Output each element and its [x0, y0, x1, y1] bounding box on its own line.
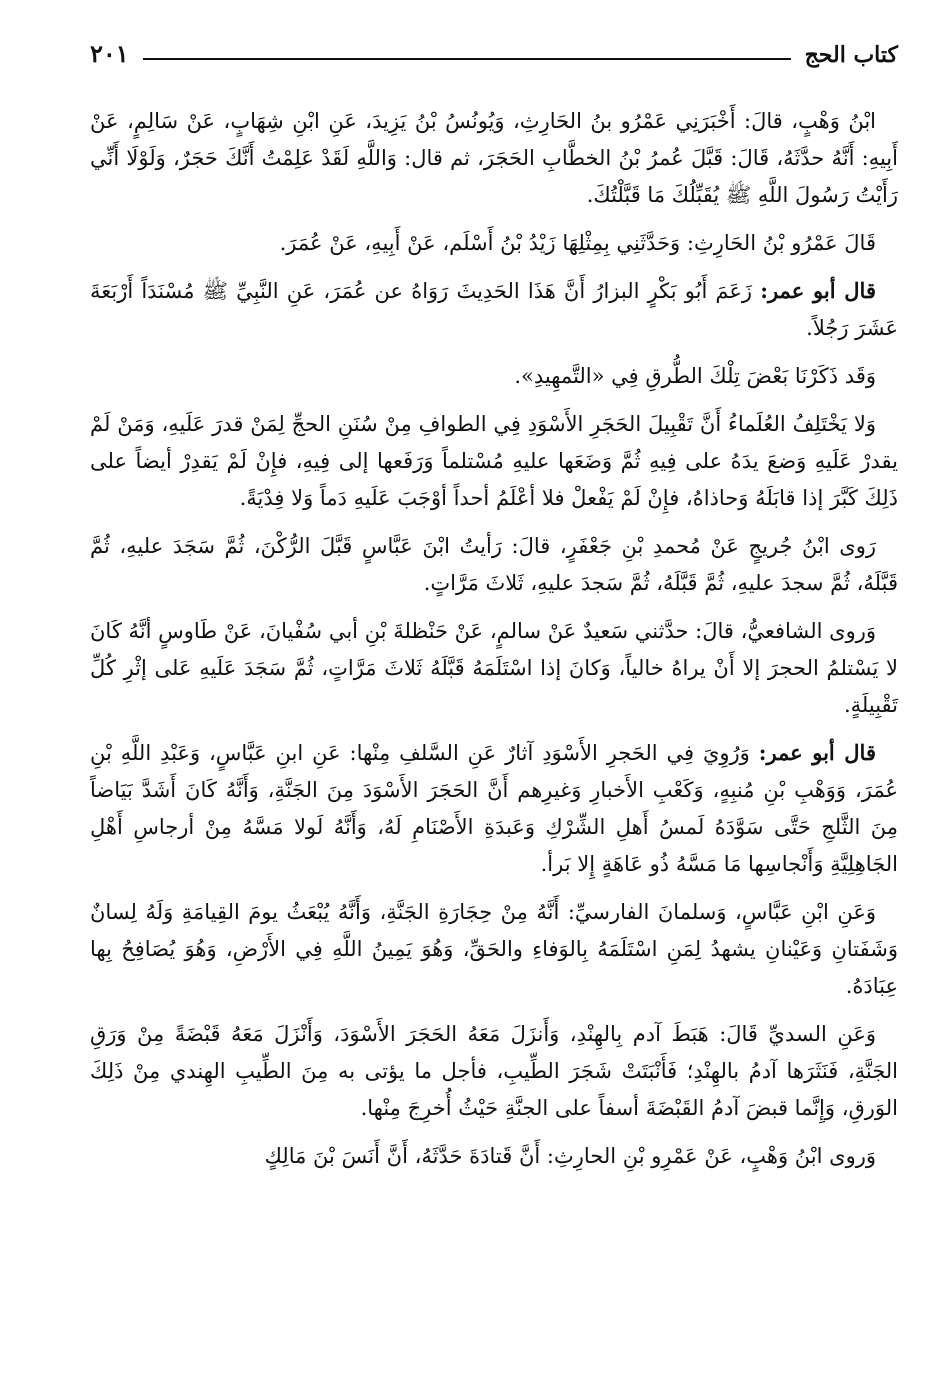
paragraph-text: وَقَد ذَكَرْنَا بَعْضَ تِلْكَ الطُّرقِ فِي «التَّمهِيدِ».	[514, 364, 876, 388]
paragraph-text: رَوى ابْنُ جُريجٍ عَنْ مُحمدِ بْنِ جَعْفَرٍ، قالَ: رَأيتُ ابْنَ عَبَّاسٍ قَبَّلَ الرُّكْنَ، ثُمَّ سَجَدَ عليهِ، ثُمَّ قَبَّلَهُ، ثُمَّ سجدَ عليهِ، ثُمَّ قَبَّلَهُ، ثُمَّ سَجدَ عليهِ، ثَلاثَ مَرَّاتٍ.	[90, 534, 898, 595]
paragraph	[90, 734, 898, 883]
paragraph-lead: قال أبو عمر:	[758, 740, 876, 765]
paragraph-text: وَلا يَخْتَلِفُ العُلَماءُ أَنَّ تَقْبِيلَ الحَجَرِ الأَسْوَدِ فِي الطوافِ مِنْ سُنَنِ الحجِّ لِمَنْ قدرَ عَلَيهِ، وَمَنْ لَمْ يقدرْ عَلَيهِ وَضعَ يدَهُ على فِيهِ ثُمَّ وَضَعَها عليهِ مُسْتلماً وَرَفَعها إلى فِيهِ، فإِنْ لَمْ يَقدِرْ أيضاً على ذَلِكَ كَبَّرَ إذا قابَلَهُ وَحاذاهُ، فإِنْ لَمْ يَفْعلْ فلا أعْلَمُ أحداً أوْجَبَ عَلَيهِ دَماً وَلا فِدْيَةً.	[90, 412, 898, 510]
paragraph	[90, 272, 898, 347]
chapter-title: كتاب الحج	[804, 42, 898, 68]
paragraph	[90, 1137, 898, 1175]
paragraph	[90, 527, 898, 602]
paragraph-lead: قال أبو عمر:	[760, 278, 876, 303]
paragraph	[90, 224, 898, 262]
body-text	[90, 102, 898, 1175]
paragraph	[90, 893, 898, 1005]
paragraph-text: وَروى الشافعيُّ، قالَ: حدَّثني سَعيدٌ عَنْ سالمٍ، عَنْ حَنْظلةَ بْنِ أبي سُفْيانَ، عَنْ طَاوسٍ أنَّهُ كَانَ لا يَسْتلمُ الحجرَ إلا أَنْ يراهُ خالياً، وَكانَ إذا اسْتَلَمَهُ قَبَّلَهُ ثَلاثَ مَرَّاتٍ، ثُمَّ سَجَدَ عَلَيهِ عَلى إثْرِ كُلِّ تَقْبِيلَةٍ.	[90, 619, 898, 717]
paragraph-text: وَعَنِ ابْنِ عَبَّاسٍ، وَسلمانَ الفارسيِّ: أَنَّهُ مِنْ حِجَارَةِ الجَنَّةِ، وَأَنَّهُ يُبْعَثُ يومَ القِيامَةِ وَلَهُ لِسانٌ وَشَفَتانِ وَعَيْنانِ يشهدُ لِمَنِ اسْتَلَمَهُ بِالوَفاءِ والحَقِّ، وَهُوَ يَمِينُ اللَّهِ فِي الأَرْضِ، وَهُوَ يُصَافِحُ بِها عِبَادَهُ.	[90, 900, 898, 998]
paragraph	[90, 102, 898, 214]
paragraph	[90, 1015, 898, 1127]
header-rule	[143, 58, 791, 60]
paragraph-text: وَعَنِ السديِّ قَالَ: هَبَطَ آدم بِالهِنْدِ، وَأَنزَلَ مَعَهُ الحَجَرَ الأَسْوَدَ، وَأَنْزَلَ مَعَهُ قَبْضَةً مِنْ وَرَقِ الجَنَّةِ، فَنَثَرَها آدمُ بالهِنْدِ؛ فَأَنْبَتَتْ شَجَرَ الطِّيبِ، فأجل ما يؤتى به مِنَ الطِّيبِ الهِندي مِنْ ذَلِكَ الوَرقِ، وَإِنَّما قبضَ آدمُ القَبْضَةَ أسفاً على الجنَّةِ حَيْثُ أُخرِجَ مِنْها.	[90, 1022, 898, 1120]
paragraph-text: وَروى ابْنُ وَهْبٍ، عَنْ عَمْرِو بْنِ الحارِثِ: أَنَّ قَتادَةَ حَدَّثَهُ، أَنَّ أَنَسَ بْنَ مَالِكٍ	[264, 1144, 876, 1168]
paragraph	[90, 612, 898, 724]
paragraph	[90, 357, 898, 395]
paragraph-text: زَعَمَ أَبُو بَكْرٍ البزارُ أَنَّ هَذَا الحَدِيثَ رَوَاهُ عن عُمَرَ، عَنِ النَّبِيِّ ﷺ مُسْنَدَاً أَرْبَعَةَ عَشَرَ رَجُلاً.	[90, 279, 898, 340]
paragraph-text: وَرُوِيَ فِي الحَجرِ الأَسْوَدِ آثارٌ عَنِ السَّلفِ مِنْها: عَنِ ابنِ عَبَّاسٍ، وَعَبْدِ اللَّهِ بْنِ عُمَرَ، وَوَهْبِ بْنِ مُنبِهٍ، وَكَعْبِ الأَخبارِ وَغيرِهم أَنَّ الحَجَرَ الأَسْوَدَ مِنَ الجَنَّةِ، وَأَنَّهُ كَانَ أَشَدَّ بَيَاضاً مِنَ الثَّلجِ حَتَّى سَوَّدَهُ لَمسُ أَهلِ الشِّرْكِ وَعَبدَةِ الأَصْنَامِ لَهُ، وَأَنَّهُ لَولا مَسَّهُ مِنْ أرجاسِ أَهْلِ الجَاهِلِيَّةِ وَأَنْجاسِها مَا مَسَّهُ ذُو عَاهَةٍ إِلا بَرأ.	[90, 741, 898, 876]
page-number: ٢٠١	[90, 39, 129, 68]
paragraph-text: قَالَ عَمْرُو بْنُ الحَارِثِ: وَحَدَّثَنِي بِمِثْلِهَا زَيْدُ بْنُ أَسْلَم، عَنْ أَبِيهِ، عَنْ عُمَرَ.	[279, 231, 876, 255]
paragraph-text: ابْنُ وَهْبٍ، قالَ: أَخْبَرَنِي عَمْرُو بنُ الحَارِثِ، وَيُونُسُ بْنُ يَزِيدَ، عَنِ ابْنِ شِهَابٍ، عَنْ سَالِمٍ، عَنْ أَبِيهِ: أَنَّهُ حدَّثَهُ، قَالَ: قَبَّلَ عُمرُ بْنُ الخطَّابِ الحَجَرَ، ثم قال: وَاللَّهِ لَقَدْ عَلِمْتُ أَنَّكَ حَجَرٌ، وَلَوْلَا أَنِّي رَأَيْتُ رَسُولَ اللَّهِ ﷺ يُقَبِّلُكَ مَا قَبَّلْتُكَ.	[90, 109, 898, 207]
running-head	[90, 30, 898, 68]
paragraph	[90, 405, 898, 517]
